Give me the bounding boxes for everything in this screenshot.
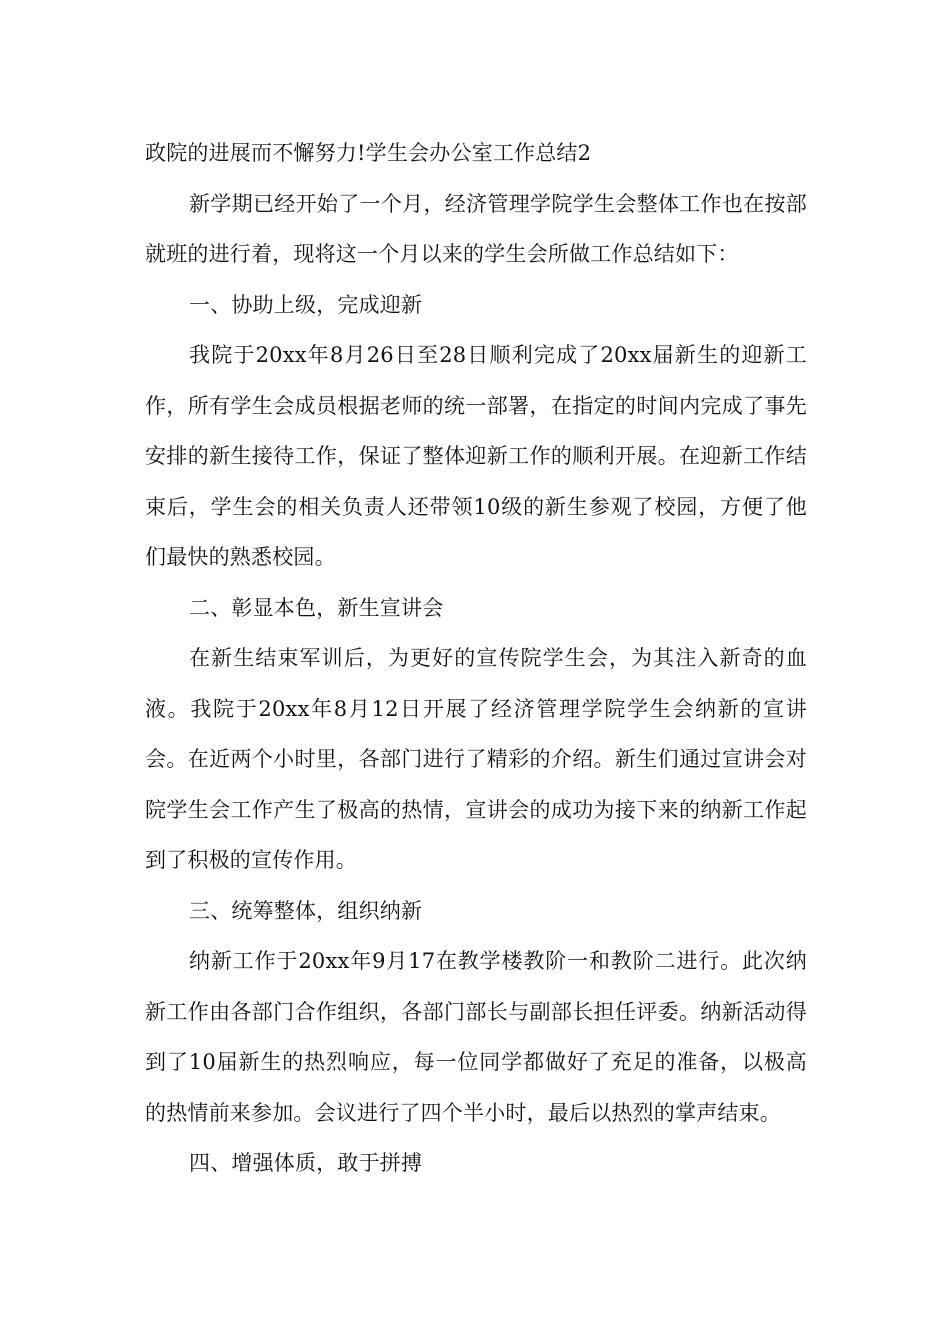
paragraph-continuation: 政院的进展而不懈努力!学生会办公室工作总结2	[145, 141, 592, 165]
section-heading-1: 一、协助上级，完成迎新	[189, 292, 423, 317]
paragraph-section-2: 在新生结束军训后，为更好的宣传院学生会，为其注入新奇的血液。我院于20xx年8月12日开展了经济管理学院学生会纳新的宣讲会。在近两个小时里，各部门进行了精彩的介绍。新生们通过宣讲会对院学生会工作产生了极高的热情，宣讲会的成功为接下来的纳新工作起到了积极的宣传作用。	[145, 646, 807, 872]
document-body	[145, 128, 807, 1189]
paragraph-intro: 新学期已经开始了一个月，经济管理学院学生会整体工作也在按部就班的进行着，现将这一个月以来的学生会所做工作总结如下：	[145, 191, 807, 266]
section-heading-2: 二、彰显本色，新生宣讲会	[189, 595, 444, 620]
paragraph-section-3: 纳新工作于20xx年9月17在教学楼教阶一和教阶二进行。此次纳新工作由各部门合作组织，各部门部长与副部长担任评委。纳新活动得到了10届新生的热烈响应，每一位同学都做好了充足的准备，以极高的热情前来参加。会议进行了四个半小时，最后以热烈的掌声结束。	[145, 949, 807, 1125]
paragraph-section-1: 我院于20xx年8月26日至28日顺利完成了20xx届新生的迎新工作，所有学生会成员根据老师的统一部署，在指定的时间内完成了事先安排的新生接待工作，保证了整体迎新工作的顺利开展。在迎新工作结束后，学生会的相关负责人还带领10级的新生参观了校园，方便了他们最快的熟悉校园。	[145, 343, 807, 569]
section-heading-3: 三、统筹整体，组织纳新	[189, 898, 423, 923]
section-heading-4: 四、增强体质，敢于拼搏	[189, 1151, 423, 1175]
